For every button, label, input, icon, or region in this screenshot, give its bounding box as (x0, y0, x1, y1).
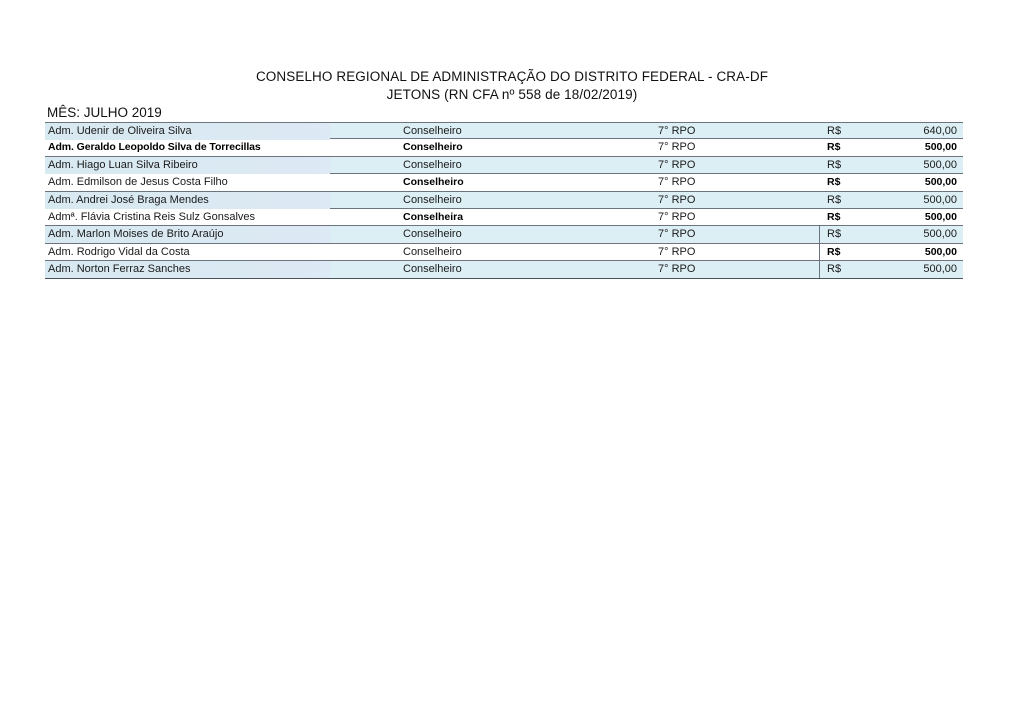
member-name: Admª. Flávia Cristina Reis Sulz Gonsalves (48, 210, 256, 223)
member-name: Adm. Rodrigo Vidal da Costa (48, 245, 190, 258)
member-rpo: 7° RPO (658, 210, 696, 223)
member-role: Conselheiro (403, 176, 464, 189)
table-row (45, 192, 963, 209)
table-row (45, 244, 963, 261)
amount-value: 500,00 (924, 141, 957, 154)
member-rpo: 7° RPO (658, 176, 696, 189)
member-rpo: 7° RPO (658, 193, 696, 206)
member-role: Conselheiro (403, 125, 462, 137)
member-rpo: 7° RPO (658, 228, 696, 241)
member-role: Conselheiro (403, 193, 462, 206)
currency-symbol: R$ (827, 193, 842, 206)
member-rpo: 7° RPO (658, 125, 696, 137)
member-rpo: 7° RPO (658, 263, 696, 276)
amount-value: 500,00 (923, 228, 957, 241)
document-title: CONSELHO REGIONAL DE ADMINISTRAÇÃO DO DISTRITO FEDERAL - CRA-DF (255, 69, 769, 84)
member-role: Conselheira (403, 210, 464, 223)
cell-divider (819, 261, 821, 277)
member-rpo: 7° RPO (658, 141, 696, 154)
member-name: Adm. Marlon Moises de Brito Araújo (45, 226, 330, 243)
currency-symbol: R$ (827, 141, 841, 154)
amount-value: 500,00 (923, 158, 957, 171)
amount-value: 500,00 (924, 245, 957, 258)
currency-symbol: R$ (827, 158, 842, 171)
member-role: Conselheiro (403, 228, 462, 241)
month-label: MÊS: JULHO 2019 (47, 105, 162, 120)
member-role: Conselheiro (403, 158, 462, 171)
amount-value: 500,00 (924, 210, 957, 223)
member-role: Conselheiro (403, 245, 462, 258)
table-row (45, 226, 963, 243)
currency-symbol: R$ (827, 210, 841, 223)
member-role: Conselheiro (403, 263, 462, 276)
jetons-table (45, 122, 963, 279)
cell-divider (819, 244, 821, 260)
table-row (45, 261, 963, 278)
amount-value: 500,00 (924, 176, 957, 189)
member-role: Conselheiro (403, 141, 463, 154)
member-name: Adm. Andrei José Braga Mendes (45, 192, 330, 209)
table-row (45, 209, 963, 226)
amount-value: 500,00 (923, 263, 957, 276)
member-name: Adm. Geraldo Leopoldo Silva de Torrecillas (48, 141, 261, 154)
amount-value: 640,00 (923, 125, 957, 137)
member-name: Adm. Hiago Luan Silva Ribeiro (45, 157, 330, 174)
member-name: Adm. Edmilson de Jesus Costa Filho (48, 176, 228, 189)
member-rpo: 7° RPO (658, 158, 696, 171)
table-row (45, 139, 963, 156)
member-name: Adm. Norton Ferraz Sanches (45, 261, 330, 278)
member-rpo: 7° RPO (658, 245, 696, 258)
amount-value: 500,00 (923, 193, 957, 206)
currency-symbol: R$ (827, 176, 841, 189)
table-row (45, 157, 963, 174)
currency-symbol: R$ (827, 263, 842, 276)
table-row (45, 174, 963, 191)
document-subtitle: JETONS (RN CFA nº 558 de 18/02/2019) (386, 87, 638, 102)
table-row (45, 122, 963, 139)
cell-divider (819, 226, 821, 242)
currency-symbol: R$ (827, 125, 842, 137)
currency-symbol: R$ (827, 245, 841, 258)
currency-symbol: R$ (827, 228, 842, 241)
member-name: Adm. Udenir de Oliveira Silva (45, 123, 330, 140)
